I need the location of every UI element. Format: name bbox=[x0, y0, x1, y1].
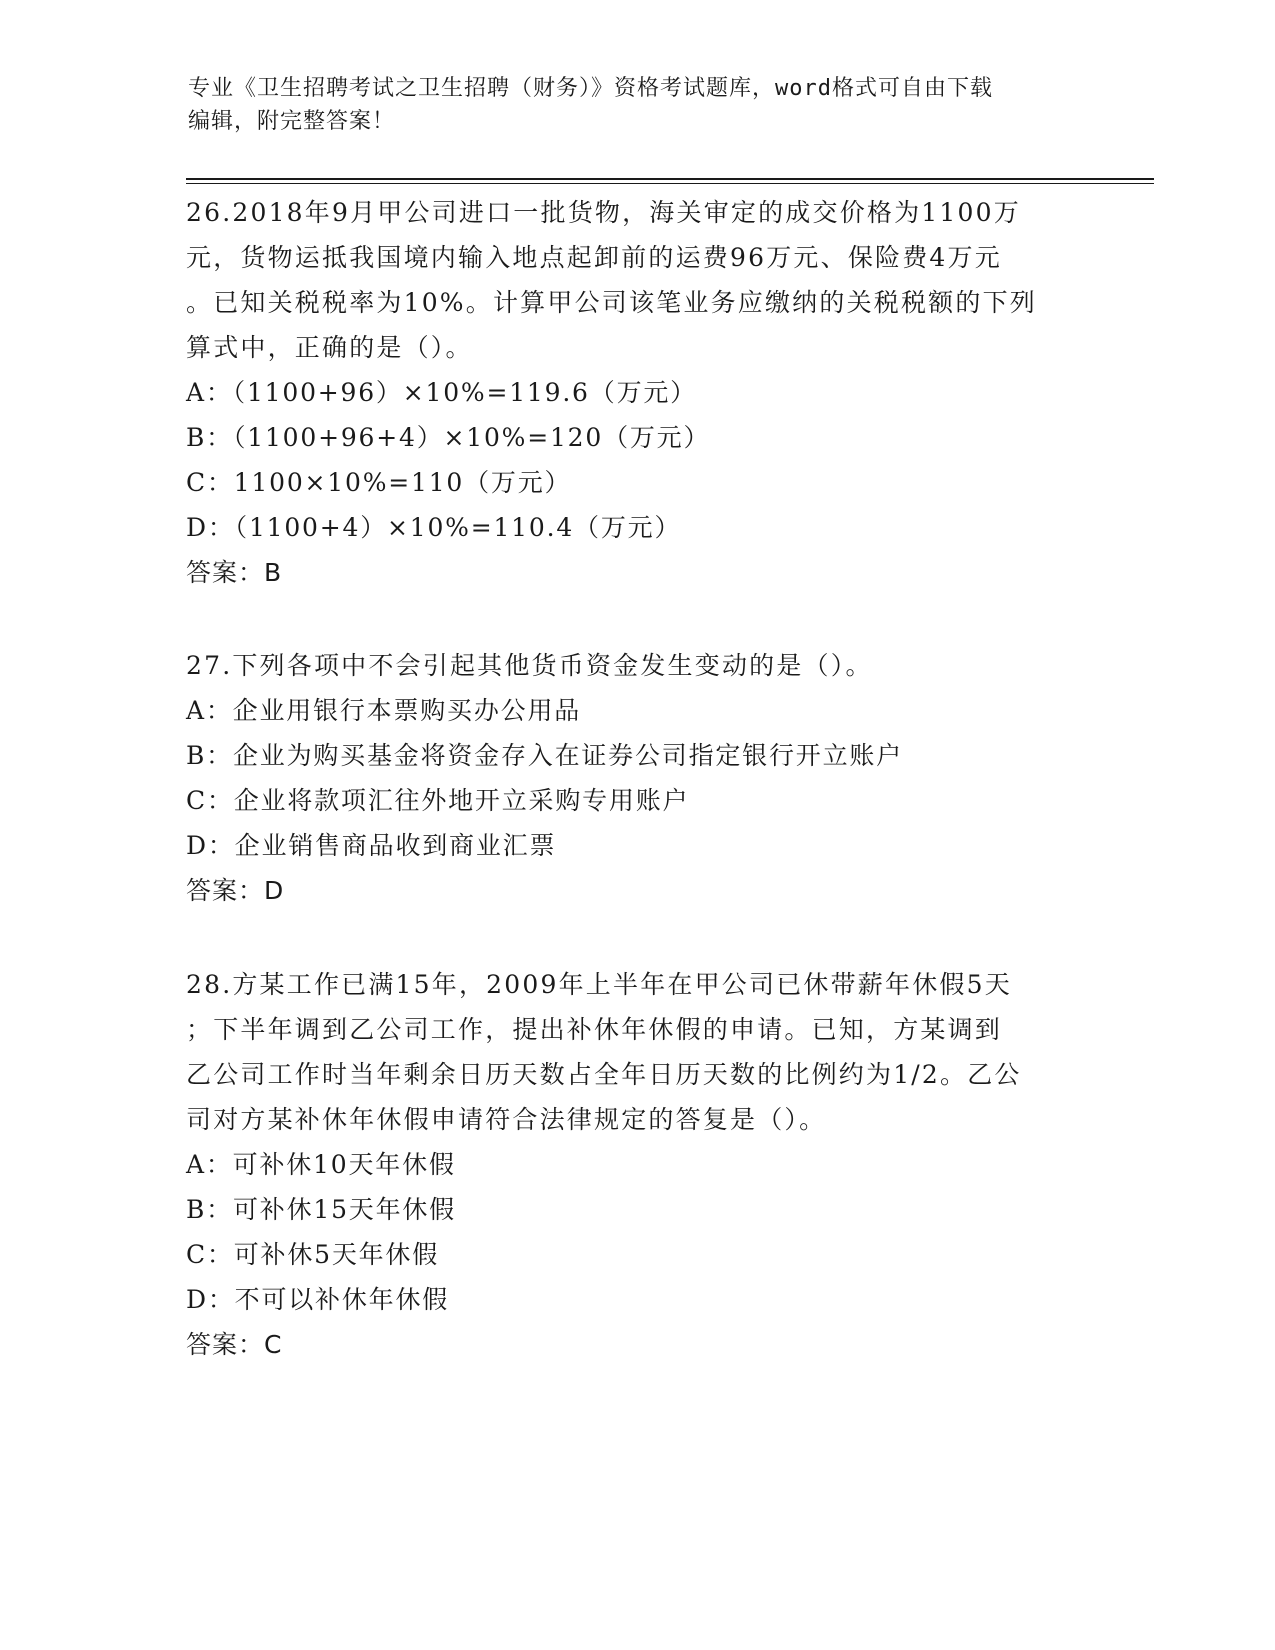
option-d: D：不可以补休年休假 bbox=[186, 1285, 450, 1314]
question-stem-line: 26.2018年9月甲公司进口一批货物，海关审定的成交价格为1100万 bbox=[186, 198, 1021, 227]
option-a: A：企业用银行本票购买办公用品 bbox=[186, 696, 582, 725]
header-line: 专业《卫生招聘考试之卫生招聘（财务）》资格考试题库，word格式可自由下载 bbox=[188, 76, 993, 101]
question-stem-line: 27.下列各项中不会引起其他货币资金发生变动的是（）。 bbox=[186, 651, 873, 680]
option-a: A：（1100+96）×10%=119.6（万元） bbox=[186, 378, 697, 407]
question-stem-line: 算式中，正确的是（）。 bbox=[186, 333, 473, 362]
option-c: C：可补休5天年休假 bbox=[186, 1240, 440, 1269]
question-stem-line: 元，货物运抵我国境内输入地点起卸前的运费96万元、保险费4万元 bbox=[186, 243, 1002, 272]
option-a: A：可补休10天年休假 bbox=[186, 1150, 456, 1179]
question-stem-line: 司对方某补休年休假申请符合法律规定的答复是（）。 bbox=[186, 1105, 827, 1134]
option-c: C：1100×10%=110（万元） bbox=[186, 468, 572, 497]
question-27 bbox=[186, 643, 1086, 913]
question-stem-line: 28.方某工作已满15年，2009年上半年在甲公司已休带薪年休假5天 bbox=[186, 970, 1012, 999]
header-divider-thin bbox=[186, 183, 1154, 184]
option-c: C：企业将款项汇往外地开立采购专用账户 bbox=[186, 786, 690, 815]
document-header bbox=[188, 72, 1088, 138]
option-d: D：企业销售商品收到商业汇票 bbox=[186, 831, 557, 860]
answer: 答案：C bbox=[186, 1330, 283, 1359]
question-stem-line: 。已知关税税率为10%。计算甲公司该笔业务应缴纳的关税税额的下列 bbox=[186, 288, 1037, 317]
question-stem-line: ；下半年调到乙公司工作，提出补休年休假的申请。已知，方某调到 bbox=[186, 1015, 1003, 1044]
header-divider-thick bbox=[186, 178, 1154, 180]
option-b: B：企业为购买基金将资金存入在证券公司指定银行开立账户 bbox=[186, 741, 903, 770]
option-b: B：（1100+96+4）×10%=120（万元） bbox=[186, 423, 711, 452]
question-26 bbox=[186, 190, 1086, 595]
answer: 答案：B bbox=[186, 558, 283, 587]
option-b: B：可补休15天年休假 bbox=[186, 1195, 456, 1224]
question-stem-line: 乙公司工作时当年剩余日历天数占全年日历天数的比例约为1/2。乙公 bbox=[186, 1060, 1022, 1089]
question-28 bbox=[186, 962, 1086, 1367]
option-d: D：（1100+4）×10%=110.4（万元） bbox=[186, 513, 682, 542]
header-line: 编辑，附完整答案！ bbox=[188, 109, 396, 134]
answer: 答案：D bbox=[186, 876, 285, 905]
